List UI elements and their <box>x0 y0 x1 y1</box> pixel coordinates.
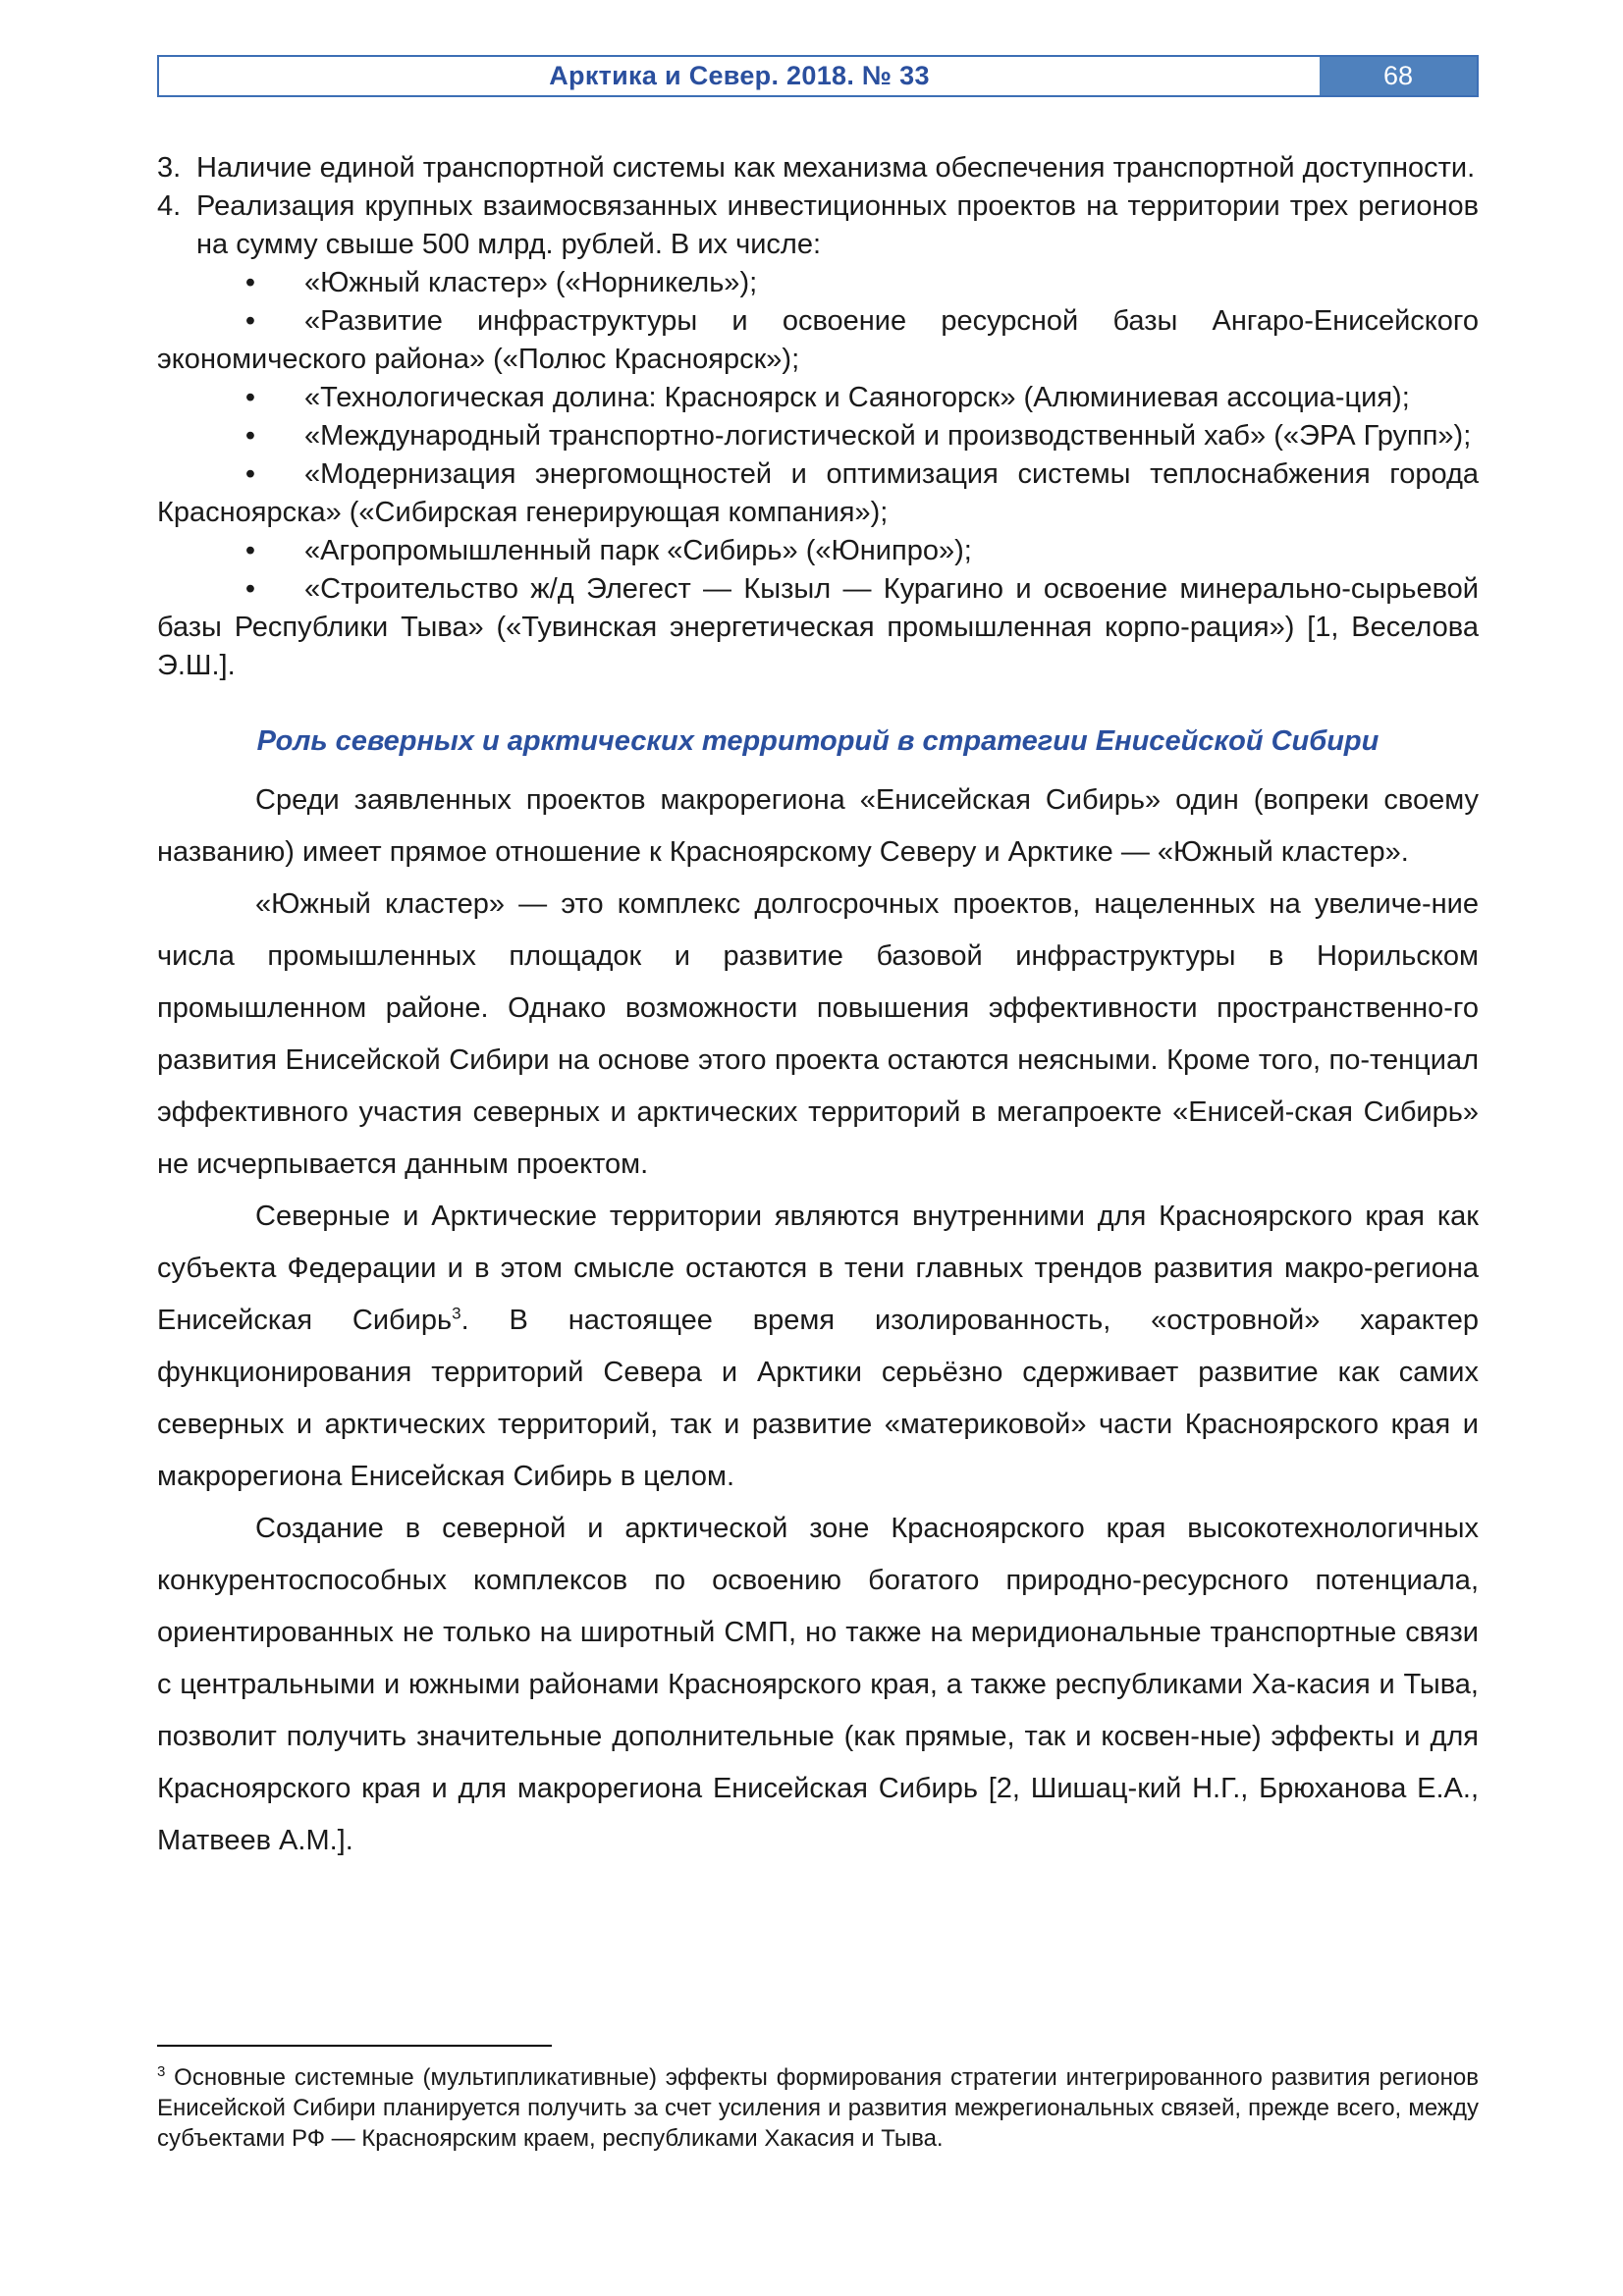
footnote-text: Основные системные (мультипликативные) эффекты формирования стратегии интегрированного развития регионов Енисейской Сибири планируется получить за счет усиления и развития межрегиональных связей, прежде всего, между субъектами РФ — Красноярским краем, республиками Хакасия и Тыва. <box>157 2064 1479 2152</box>
bullet-text: «Южный кластер» («Норникель»); <box>304 267 758 298</box>
bullet-icon: • <box>244 573 256 605</box>
journal-title: Арктика и Север. 2018. № 33 <box>549 61 930 90</box>
bullet-icon: • <box>244 267 256 298</box>
article-body <box>157 149 1479 1867</box>
bullet-text: «Модернизация энергомощностей и оптимизация системы теплоснабжения города Красноярска» («Сибирская генерирующая компания»); <box>157 458 1479 528</box>
paragraph: Создание в северной и арктической зоне Красноярского края высокотехнологичных конкурентоспособных комплексов по освоению богатого природно-ресурсного потенциала, ориентированных не только на широтный СМП, но также на меридиональные транспортные связи с центральными и южными районами Красноярского края, а также республиками Ха-касия и Тыва, позволит получить значительные дополнительные (как прямые, так и косвен-ные) эффекты и для Красноярского края и для макрорегиона Енисейская Сибирь [2, Шишац-кий Н.Г., Брюханова Е.А., Матвеев А.М.]. <box>157 1513 1479 1856</box>
bullet-icon: • <box>244 382 256 413</box>
page-number: 68 <box>1320 57 1477 95</box>
bullet-text: «Технологическая долина: Красноярск и Саяногорск» (Алюминиевая ассоциа-ция); <box>304 382 1410 413</box>
bullet-icon: • <box>244 420 256 452</box>
paragraph-text: Северные и Арктические территории являются внутренними для Красноярского края как субъекта Федерации и в этом смысле остаются в тени главных трендов развития макро-региона Енисейская Сибирь <box>157 1201 1479 1336</box>
paragraph <box>157 1191 1479 1503</box>
item-text: Реализация крупных взаимосвязанных инвестиционных проектов на территории трех регионов на сумму свыше 500 млрд. рублей. В их числе: <box>196 190 1479 260</box>
bullet-text: «Строительство ж/д Элегест — Кызыл — Курагино и освоение минерально-сырьевой базы Республики Тыва» («Тувинская энергетическая промышленная корпо-рация») [1, Веселова Э.Ш.]. <box>157 573 1479 681</box>
bullet-item <box>157 532 1479 570</box>
paragraph: Среди заявленных проектов макрорегиона «Енисейская Сибирь» один (вопреки своему названию) имеет прямое отношение к Красноярскому Северу и Арктике — «Южный кластер». <box>157 784 1479 868</box>
bullet-item <box>157 302 1479 379</box>
bullet-item <box>157 264 1479 302</box>
bullet-text: «Агропромышленный парк «Сибирь» («Юнипро»); <box>304 535 972 566</box>
footnote <box>157 2056 1479 2154</box>
bullet-icon: • <box>244 458 256 490</box>
item-number: 3. <box>157 152 182 184</box>
numbered-item <box>157 187 1479 264</box>
page-header <box>157 55 1479 97</box>
item-text: Наличие единой транспортной системы как механизма обеспечения транспортной доступности. <box>196 152 1476 184</box>
item-number: 4. <box>157 190 182 222</box>
footnote-mark: 3 <box>157 2063 166 2080</box>
bullet-item <box>157 417 1479 455</box>
footnote-divider <box>157 2045 552 2047</box>
bullet-text: «Международный транспортно-логистической и производственный хаб» («ЭРА Групп»); <box>304 420 1472 452</box>
bullet-icon: • <box>244 535 256 566</box>
bullet-item <box>157 455 1479 532</box>
paragraph: «Южный кластер» — это комплекс долгосрочных проектов, нацеленных на увеличе-ние числа промышленных площадок и развитие базовой инфраструктуры в Норильском промышленном районе. Однако возможности повышения эффективности пространственно-го развития Енисейской Сибири на основе этого проекта остаются неясными. Кроме того, по-тенциал эффективного участия северных и арктических территорий в мегапроекте «Енисей-ская Сибирь» не исчерпывается данным проектом. <box>157 888 1479 1180</box>
bullet-icon: • <box>244 305 256 337</box>
footnote-ref[interactable]: 3 <box>452 1304 461 1323</box>
paragraph-text: . В настоящее время изолированность, «островной» характер функционирования территорий Севера и Арктики серьёзно сдерживает развитие как самих северных и арктических территорий, так и развитие «материковой» части Красноярского края и макрорегиона Енисейская Сибирь в целом. <box>157 1305 1479 1492</box>
bullet-text: «Развитие инфраструктуры и освоение ресурсной базы Ангаро-Енисейского экономического района» («Полюс Красноярск»); <box>157 305 1479 375</box>
section-heading: Роль северных и арктических территорий в стратегии Енисейской Сибири <box>256 725 1380 757</box>
numbered-item <box>157 149 1479 187</box>
bullet-item <box>157 379 1479 417</box>
bullet-item <box>157 570 1479 685</box>
